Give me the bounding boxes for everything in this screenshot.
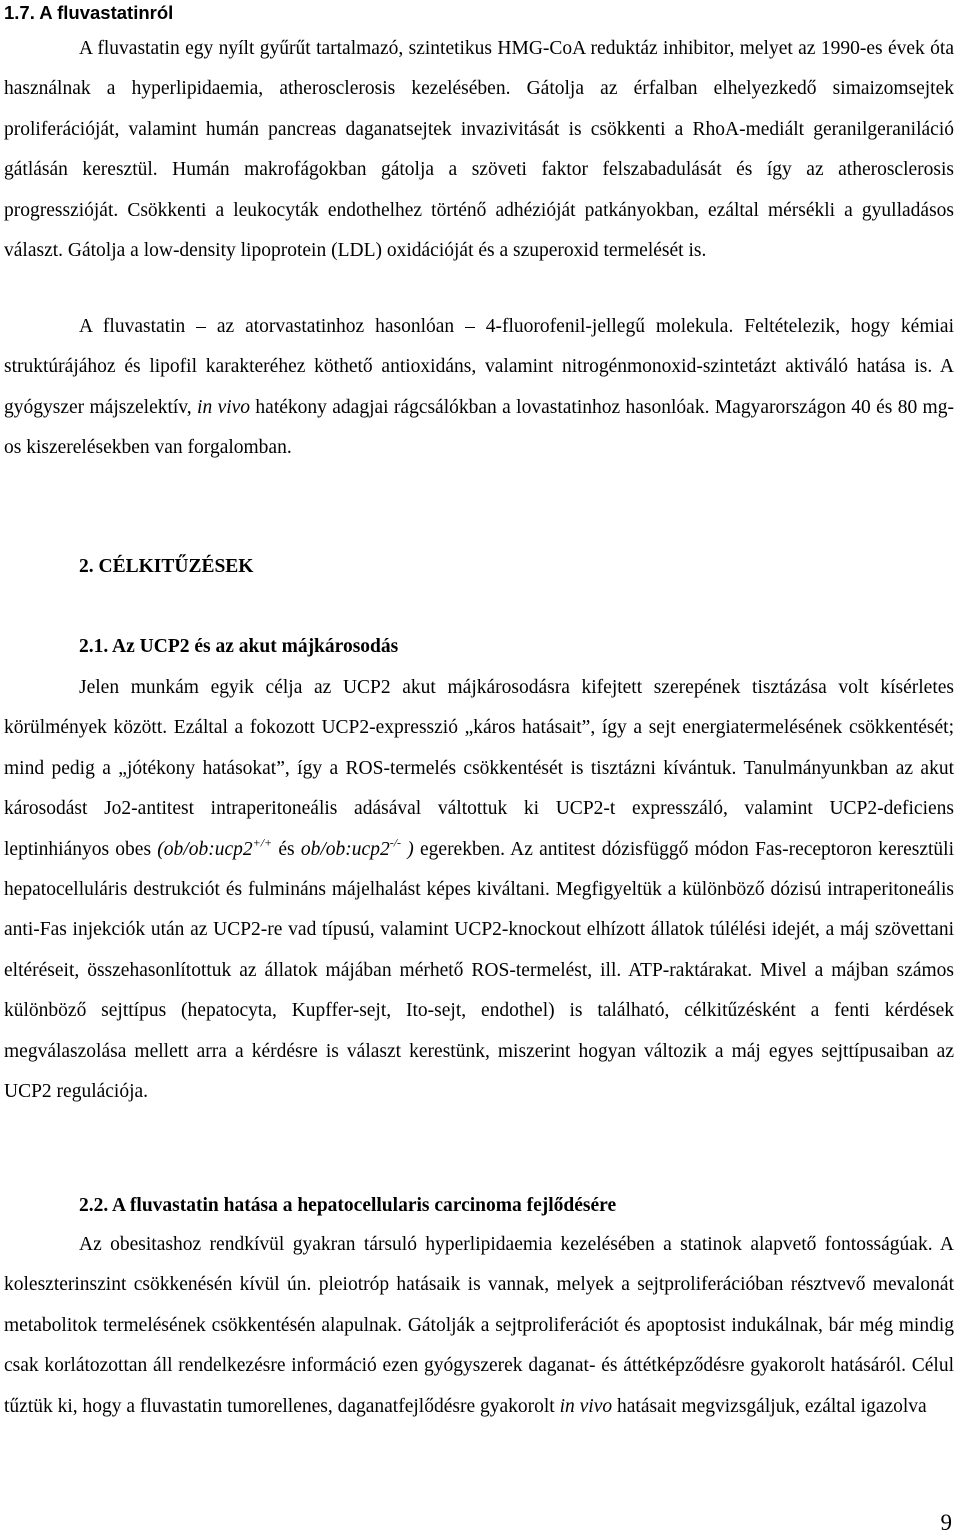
section-1-7-paragraph-2	[4, 307, 954, 469]
genotype-label: (ob/ob:ucp2+/+	[157, 835, 273, 860]
paragraph-text: hatékony adagjai rágcsálókban a lovastatinhoz hasonlóak. Magyarországon 40 és 80 mg-os kiszerelésekben van forgalomban.	[4, 396, 954, 459]
paragraph-text: A fluvastatin – az atorvastatinhoz hasonlóan – 4-fluorofenil-jellegű molekula. Feltételezik, hogy kémiai struktúrájához és lipofil karakteréhez köthető antioxidáns, valamint nitrogénmonoxid-szintetázt aktiváló hatása is. A gyógyszer májszelektív,	[4, 316, 954, 418]
paragraph-text: A fluvastatin egy nyílt gyűrűt tartalmazó, szintetikus HMG-CoA reduktáz inhibitor, melyet az 1990-es évek óta használnak a hyperlipidaemia, atherosclerosis kezelésében. Gátolja az érfalban elhelyezkedő simaizomsejtek proliferációját, valamint humán pancreas daganatsejtek invazivitását is csökkenti a RhoA-mediált geranilgeraniláció gátlásán keresztül. Humán makrofágokban gátolja a szöveti faktor felszabadulását és így az atherosclerosis progresszióját. Csökkenti a leukocyták endothelhez történő adhézióját patkányokban, ezáltal mérsékli a gyulladásos választ. Gátolja a low-density lipoprotein (LDL) oxidációját és a szuperoxid termelését is.	[4, 38, 954, 262]
paragraph-text: és	[272, 838, 301, 860]
genotype-label: ob/ob:ucp2-/- )	[300, 835, 414, 860]
paragraph-text: Jelen munkám egyik célja az UCP2 akut májkárosodásra kifejtett szerepének tisztázása volt kísérletes körülmények között. Ezáltal a fokozott UCP2-expresszió „káros hatásait”, így a sejt energiatermelésének csökkentését; mind pedig a „jótékony hatásokat”, így a ROS-termelés csökkentését is tisztázni kívántuk. Tanulmányunkban az akut károsodást Jo2-antitest intraperitoneális adásával váltottuk ki UCP2-t expresszáló, valamint UCP2-deficiens leptinhiányos obes	[4, 677, 954, 860]
section-1-7-paragraph-1	[4, 29, 954, 271]
section-2-1-paragraph	[4, 668, 954, 1112]
section-1-7-heading: 1.7. A fluvastatinról	[4, 2, 174, 23]
paragraph-text: egerekben. Az antitest dózisfüggő módon Fas-receptoron keresztüli hepatocelluláris destrukciót és fulmináns májelhalást képes kiváltani. Megfigyeltük a különböző dózisú intraperitoneális anti-Fas injekciók után az UCP2-re vad típusú, valamint UCP2-knockout elhízott állatok túlélési idejét, a máj szövettani eltéréseit, összehasonlítottuk az állatok májában mérhető ROS-termelést, ill. ATP-raktárakat. Mivel a májban számos különböző sejttípus (hepatocyta, Kupffer-sejt, Ito-sejt, endothel) is található, célkitűzésként a fenti kérdések megválaszolása mellett arra a kérdésre is választ kerestünk, miszerint hogyan változik a máj egyes sejttípusaiban az UCP2 regulációja.	[4, 838, 954, 1103]
paragraph-text: hatásait megvizsgáljuk, ezáltal igazolva	[612, 1395, 927, 1417]
section-2-2-paragraph	[4, 1225, 954, 1427]
genotype-superscript: +/+	[252, 835, 273, 850]
genotype-superscript: -/-	[389, 835, 402, 850]
section-2-heading: 2. CÉLKITŰZÉSEK	[79, 556, 254, 577]
italic-term: in vivo	[197, 396, 251, 418]
section-2-2-heading: 2.2. A fluvastatin hatása a hepatocellularis carcinoma fejlődésére	[79, 1195, 617, 1216]
italic-term: in vivo	[559, 1395, 613, 1417]
section-2-1-heading: 2.1. Az UCP2 és az akut májkárosodás	[79, 636, 399, 657]
page-number: 9	[940, 1510, 952, 1535]
paragraph-text: Az obesitashoz rendkívül gyakran társuló hyperlipidaemia kezelésében a statinok alapvető fontosságúak. A koleszterinszint csökkenésén kívül ún. pleiotróp hatásaik is vannak, melyek a sejtproliferációban résztvevő mevalonát metabolitok termelésének csökkentésén alapulnak. Gátolják a sejtproliferációt és apoptosist indukálnak, bár még mindig csak korlátozottan áll rendelkezésre információ ezen gyógyszerek daganat- és áttétképződésre gyakorolt hatásáról. Célul tűztük ki, hogy a fluvastatin tumorellenes, daganatfejlődésre gyakorolt	[4, 1234, 954, 1417]
